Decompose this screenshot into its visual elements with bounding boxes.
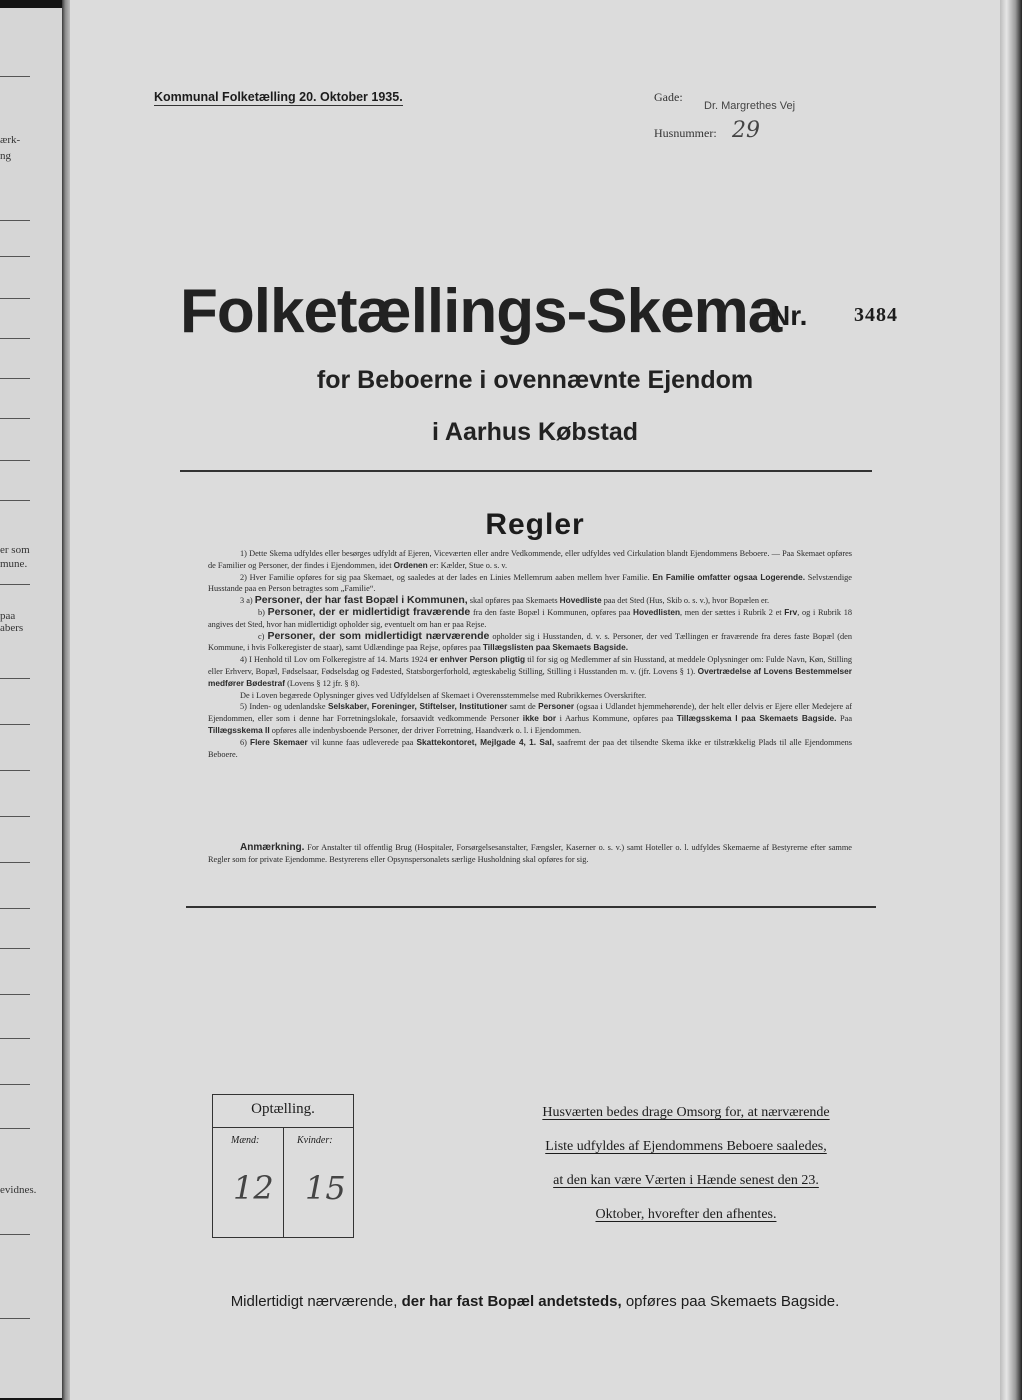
remark-text: For Anstalter til offentlig Brug (Hospitaler, Forsørgelsesanstalter, Fængsler, Kaserner o. s. v.) samt Hoteller o. l. udfyldes Skemaerne af Bestyrerne efter samme Regler som for private Ejendomme. Bestyrerens eller Opsynspersonalets særlige Husholdning skal opføres for sig. <box>208 843 852 864</box>
ledger-rule <box>0 418 30 419</box>
ledger-rule <box>0 770 30 771</box>
ledger-rule <box>0 908 30 909</box>
page-edge <box>1000 0 1022 1400</box>
men-label: Mænd: <box>231 1135 260 1146</box>
tally-box <box>212 1094 354 1238</box>
tally-divider <box>283 1127 284 1237</box>
book-gutter <box>62 0 70 1400</box>
ledger-rule <box>0 816 30 817</box>
rule-4b: De i Loven begærede Oplysninger gives ved Udfyldelsen af Skemaet i Overensstemmelse med Rubrikkernes Overskrifter. <box>240 690 647 700</box>
left-fragment: ærk- <box>0 134 21 146</box>
ledger-rule <box>0 76 30 77</box>
ledger-rule <box>0 994 30 995</box>
rules-text <box>208 548 852 760</box>
ledger-rule <box>0 256 30 257</box>
ledger-rule <box>0 1318 30 1319</box>
remark-label: Anmærkning. <box>240 842 305 853</box>
ledger-rule <box>0 220 30 221</box>
tally-heading: Optælling. <box>251 1101 315 1117</box>
instruction-line: at den kan være Værten i Hænde senest den 23. <box>553 1173 819 1188</box>
left-facing-page <box>0 8 62 1398</box>
left-fragment: paa <box>0 610 16 622</box>
ledger-rule <box>0 1128 30 1129</box>
ledger-rule <box>0 298 30 299</box>
instruction-line: Husværten bedes drage Omsorg for, at nærværende <box>542 1105 830 1120</box>
rule-5: 5) Inden- og udenlandske Selskaber, Foreninger, Stiftelser, Institutioner samt de Personer (ogsaa i Udlandet hjemmehørende), der helt eller delvis er Ejere eller Medejere af Ejendommen, eller som i denne har Forretningslokale, forsaavidt vedkommende Personer ikke bor i Aarhus Kommune, opføres paa Tillægsskema I paa Skemaets Bagside. Paa Tillægsskema II opføres alle indenbysboende Personer, der driver Forretning, Haandværk o. l. i Ejendommen. <box>208 701 853 735</box>
left-fragment: evidnes. <box>0 1184 37 1196</box>
rule-3a: 3 a) Personer, der har fast Bopæl i Kommunen, skal opføres paa Skemaets Hovedliste paa det Sted (Hus, Skib o. s. v.), hvor Bopælen er. <box>240 594 770 607</box>
street-value: Dr. Margrethes Vej <box>704 100 796 112</box>
subtitle-line-1: for Beboerne i ovennævnte Ejendom <box>316 366 754 394</box>
remark-note <box>208 842 852 866</box>
ledger-rule <box>0 1084 30 1085</box>
divider <box>180 470 872 472</box>
divider <box>186 906 876 908</box>
footer-note: Midlertidigt nærværende, der har fast Bopæl andetsteds, opføres paa Skemaets Bagside. <box>230 1293 840 1310</box>
ledger-rule <box>0 1234 30 1235</box>
rule-3c: c) Personer, der som midlertidigt nærværende opholder sig i Husstanden, d. v. s. Personer, der ved Tællingen er fraværende fra deres faste Bopæl (den Kommune, i hvis Folkeregister de staar), samt Udlændinge paa Rejse, opføres paa Tillægslisten paa Skemaets Bagside. <box>208 629 853 653</box>
ledger-rule <box>0 584 30 585</box>
census-title: Kommunal Folketælling 20. Oktober 1935. <box>154 90 403 104</box>
rule-4: 4) I Henhold til Lov om Folkeregistre af 14. Marts 1924 er enhver Person pligtig til for sig og Medlemmer af sin Husstand, at meddele Oplysninger om: Fulde Navn, Køn, Stilling eller Erhverv, Bopæl, Fødselsaar, Fødselsdag og Fødested, Statsborgerforhold, ægteskabelig Stilling, Stilling i Husstanden m. v. (jfr. Lovens § 1). Overtrædelse af Lovens Bestemmelser medfører Bødestraf (Lovens § 12 jfr. § 8). <box>208 654 853 688</box>
ledger-rule <box>0 862 30 863</box>
house-number-value: 29 <box>732 118 760 143</box>
left-fragment: abers <box>0 622 24 634</box>
rules-heading: Regler <box>485 508 585 541</box>
form-number-label: Nr. <box>770 300 808 331</box>
house-number-label: Husnummer: <box>654 126 717 140</box>
ledger-rule <box>0 338 30 339</box>
men-count: 12 <box>233 1169 274 1207</box>
ledger-rule <box>0 378 30 379</box>
form-title: Folketællings-Skema <box>180 277 782 346</box>
rule-1: 1) Dette Skema udfyldes eller besørges udfyldt af Ejeren, Viceværten eller andre Vedkommende, eller udfyldes ved Cirkulation blandt Ejendommens Beboere. — Paa Skemaet opføres de Familier og Personer, der findes i Ejendommen, idet Ordenen er: Kælder, Stue o. s. v. <box>208 549 852 570</box>
street-label: Gade: <box>654 90 683 104</box>
instruction-line: Oktober, hvorefter den afhentes. <box>595 1207 777 1222</box>
form-number-stamp: 3484 <box>854 304 898 326</box>
ledger-rule <box>0 500 30 501</box>
ledger-rule <box>0 678 30 679</box>
ledger-rule <box>0 460 30 461</box>
women-count: 15 <box>305 1169 346 1207</box>
subtitle-line-2: i Aarhus Købstad <box>431 418 639 446</box>
rule-6: 6) Flere Skemaer vil kunne faas udleverede paa Skattekontoret, Mejlgade 4, 1. Sal, saafremt der paa det tilsendte Skema ikke er tilstrækkelig Plads til alle Ejendommens Beboere. <box>208 736 853 759</box>
rule-3b: b) Personer, der er midlertidigt fraværende fra den faste Bopæl i Kommunen, opføres paa Hovedlisten, men der sættes i Rubrik 2 et Frv, og i Rubrik 18 angives det Sted, hvor han midlertidigt opholder sig, eventuelt om han er paa Rejse. <box>208 605 853 629</box>
left-fragment: mune. <box>0 558 28 570</box>
left-fragment: ng <box>0 150 11 162</box>
women-label: Kvinder: <box>297 1135 333 1146</box>
rule-2: 2) Hver Familie opføres for sig paa Skemaet, og saaledes at der lades en Linies Mellemrum aaben mellem hver Familie. En Familie omfatter ogsaa Logerende. Selvstændige Husstande paa en Person betragtes som „Familie“. <box>208 571 852 594</box>
instruction-line: Liste udfyldes af Ejendommens Beboere saaledes, <box>545 1139 827 1154</box>
census-form-page <box>70 0 1000 1400</box>
ledger-rule <box>0 724 30 725</box>
landlord-instructions <box>516 1096 856 1232</box>
ledger-rule <box>0 948 30 949</box>
ledger-rule <box>0 1038 30 1039</box>
left-fragment: er som <box>0 544 30 556</box>
